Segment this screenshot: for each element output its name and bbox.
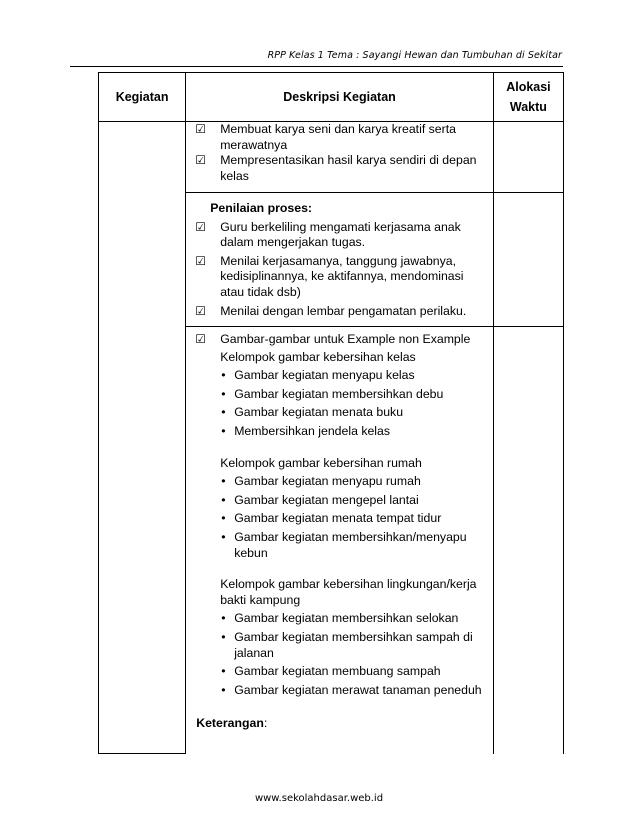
keterangan-label: Keterangan bbox=[196, 716, 264, 731]
deskripsi-cell-3 bbox=[186, 327, 494, 754]
checkbox-item: ☑ Membuat karya seni dan karya kreatif serta merawatnya bbox=[186, 122, 493, 153]
checkbox-item: ☑ Menilai dengan lembar pengamatan perilaku. bbox=[186, 304, 493, 320]
deskripsi-cell-2 bbox=[186, 193, 494, 327]
header-kegiatan: Kegiatan bbox=[99, 73, 186, 122]
list-item: • Gambar kegiatan menyapu kelas bbox=[186, 368, 493, 384]
waktu-cell-3 bbox=[493, 327, 563, 754]
waktu-cell-2 bbox=[493, 193, 563, 327]
list-item: • Membersihkan jendela kelas bbox=[186, 424, 493, 440]
list-item: • Gambar kegiatan menyapu rumah bbox=[186, 474, 493, 490]
header-alokasi: Alokasi bbox=[506, 80, 551, 94]
header-deskripsi: Deskripsi Kegiatan bbox=[186, 73, 494, 122]
deskripsi-cell-1 bbox=[186, 122, 494, 193]
checkbox-item: ☑ Gambar-gambar untuk Example non Example bbox=[186, 332, 493, 348]
kegiatan-cell bbox=[99, 122, 186, 754]
list-item: • Gambar kegiatan mengepel lantai bbox=[186, 493, 493, 509]
lesson-plan-table bbox=[98, 72, 564, 754]
keterangan-line bbox=[186, 716, 493, 732]
header-alokasi-waktu bbox=[493, 73, 563, 122]
list-item: • Gambar kegiatan membersihkan debu bbox=[186, 387, 493, 403]
list-item: • Gambar kegiatan membuang sampah bbox=[186, 664, 493, 680]
list-item: • Gambar kegiatan menata tempat tidur bbox=[186, 511, 493, 527]
table-header-row bbox=[99, 73, 564, 122]
checkbox-item: ☑ Mempresentasikan hasil karya sendiri di depan kelas bbox=[186, 153, 493, 184]
list-item: • Gambar kegiatan membersihkan selokan bbox=[186, 611, 493, 627]
group-title: Kelompok gambar kebersihan lingkungan/kerja bakti kampung bbox=[220, 577, 477, 607]
group-title: Kelompok gambar kebersihan rumah bbox=[220, 455, 422, 470]
list-item: • Gambar kegiatan membersihkan/menyapu kebun bbox=[186, 530, 493, 561]
checkbox-item: ☑ Guru berkeliling mengamati kerjasama anak dalam mengerjakan tugas. bbox=[186, 220, 493, 251]
header-divider bbox=[70, 66, 563, 67]
checkbox-item: ☑ Menilai kerjasamanya, tanggung jawabnya, kedisiplinannya, ke aktifannya, mendominasi atau tidak dsb) bbox=[186, 254, 493, 301]
page-header-title: RPP Kelas 1 Tema : Sayangi Hewan dan Tumbuhan di Sekitar bbox=[267, 50, 562, 61]
penilaian-heading: Penilaian proses: bbox=[210, 201, 313, 215]
group-title: Kelompok gambar kebersihan kelas bbox=[220, 349, 416, 364]
page-footer-url: www.sekolahdasar.web.id bbox=[254, 793, 384, 804]
list-item: • Gambar kegiatan merawat tanaman peneduh bbox=[186, 683, 493, 699]
waktu-cell-1 bbox=[493, 122, 563, 193]
header-waktu: Waktu bbox=[509, 100, 547, 114]
list-item: • Gambar kegiatan menata buku bbox=[186, 405, 493, 421]
list-item: • Gambar kegiatan membersihkan sampah di jalanan bbox=[186, 630, 493, 661]
table-row bbox=[99, 122, 564, 193]
keterangan-colon: : bbox=[263, 716, 268, 731]
